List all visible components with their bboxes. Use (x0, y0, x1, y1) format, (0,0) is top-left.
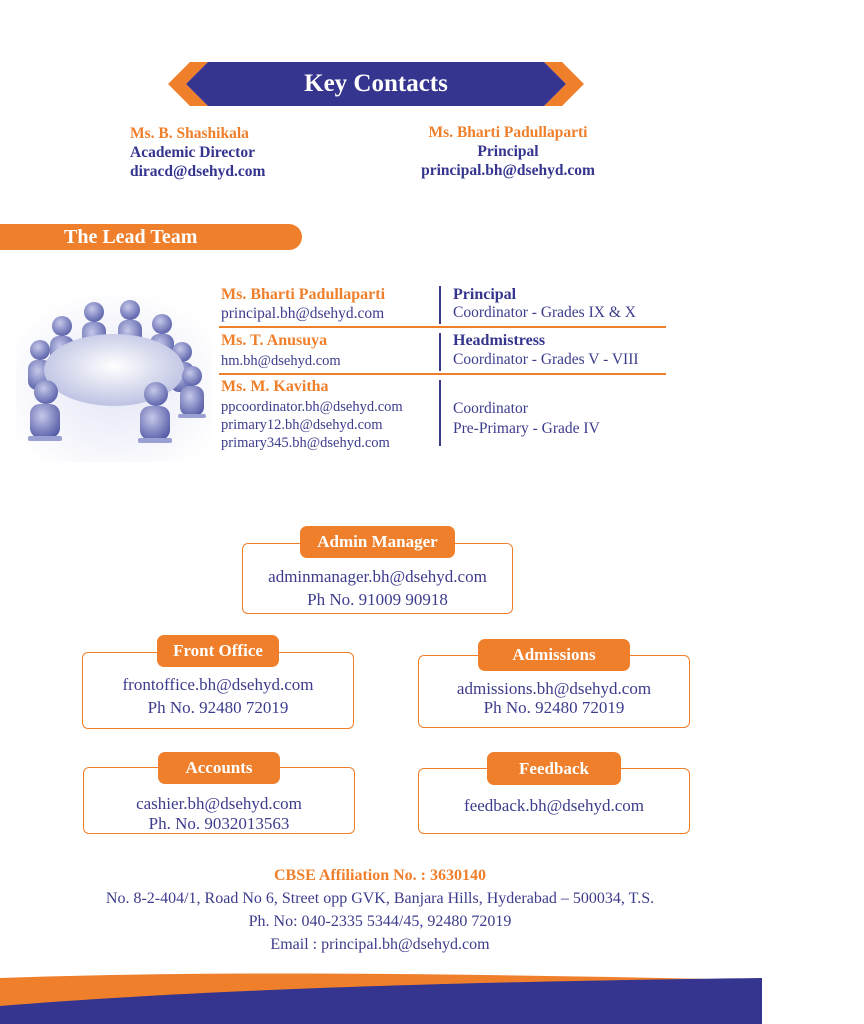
accounts-email[interactable]: cashier.bh@dsehyd.com (136, 794, 302, 813)
footer (0, 864, 760, 956)
contact-role: Principal (477, 143, 539, 160)
member-name: Ms. T. Anusuya (221, 332, 328, 349)
member-role-title: Headmistress (453, 332, 546, 349)
member-name: Ms. Bharti Padullaparti (221, 286, 386, 303)
admin-manager-tab: Admin Manager (300, 526, 455, 558)
address: No. 8-2-404/1, Road No 6, Street opp GVK, Banjara Hills, Hyderabad – 500034, T.S. (105, 890, 655, 907)
contact-role: Academic Director (130, 144, 255, 161)
member-role-title: Coordinator (453, 400, 528, 417)
footer-email[interactable]: Email : principal.bh@dsehyd.com (270, 936, 490, 953)
member-email[interactable]: ppcoordinator.bh@dsehyd.com (221, 399, 403, 415)
contact-email[interactable]: principal.bh@dsehyd.com (421, 162, 595, 179)
member-role-detail: Pre-Primary - Grade IV (453, 420, 600, 437)
footer-wave (0, 970, 864, 1024)
accounts-phone[interactable]: Ph. No. 9032013563 (148, 814, 290, 833)
row-divider (219, 373, 666, 375)
feedback-tab: Feedback (487, 752, 621, 785)
column-divider (439, 286, 441, 324)
column-divider (439, 380, 441, 446)
admissions-email[interactable]: admissions.bh@dsehyd.com (456, 679, 652, 698)
member-email[interactable]: hm.bh@dsehyd.com (221, 353, 341, 369)
footer-phone[interactable]: Ph. No: 040-2335 5344/45, 92480 72019 (248, 913, 512, 930)
admissions-tab: Admissions (478, 639, 630, 671)
front-office-tab: Front Office (157, 635, 279, 667)
key-contacts-title: Key Contacts (304, 70, 448, 97)
accounts-tab: Accounts (158, 752, 280, 784)
row-divider (219, 326, 666, 328)
contact-email[interactable]: diracd@dsehyd.com (130, 163, 266, 180)
front-office-email[interactable]: frontoffice.bh@dsehyd.com (122, 675, 314, 694)
contact-academic-director (130, 124, 265, 181)
member-name: Ms. M. Kavitha (221, 378, 329, 395)
member-role-detail: Coordinator - Grades V - VIII (453, 351, 639, 368)
contact-principal (400, 123, 616, 180)
feedback-email[interactable]: feedback.bh@dsehyd.com (464, 796, 644, 815)
team-meeting-illustration (16, 296, 212, 462)
admissions-phone[interactable]: Ph No. 92480 72019 (483, 698, 625, 717)
lead-team-title: The Lead Team (64, 226, 198, 248)
admin-manager-email[interactable]: adminmanager.bh@dsehyd.com (268, 567, 487, 586)
member-role-detail: Coordinator - Grades IX & X (453, 304, 636, 321)
admin-manager-phone[interactable]: Ph No. 91009 90918 (307, 590, 448, 609)
contact-name: Ms. Bharti Padullaparti (428, 124, 588, 141)
member-email[interactable]: principal.bh@dsehyd.com (221, 305, 385, 322)
cbse-affiliation: CBSE Affiliation No. : 3630140 (273, 867, 486, 884)
member-role-title: Principal (453, 286, 517, 303)
front-office-phone[interactable]: Ph No. 92480 72019 (147, 698, 289, 717)
contact-name: Ms. B. Shashikala (130, 125, 249, 142)
column-divider (439, 333, 441, 371)
member-email[interactable]: primary345.bh@dsehyd.com (221, 435, 390, 451)
member-email[interactable]: primary12.bh@dsehyd.com (221, 417, 383, 433)
